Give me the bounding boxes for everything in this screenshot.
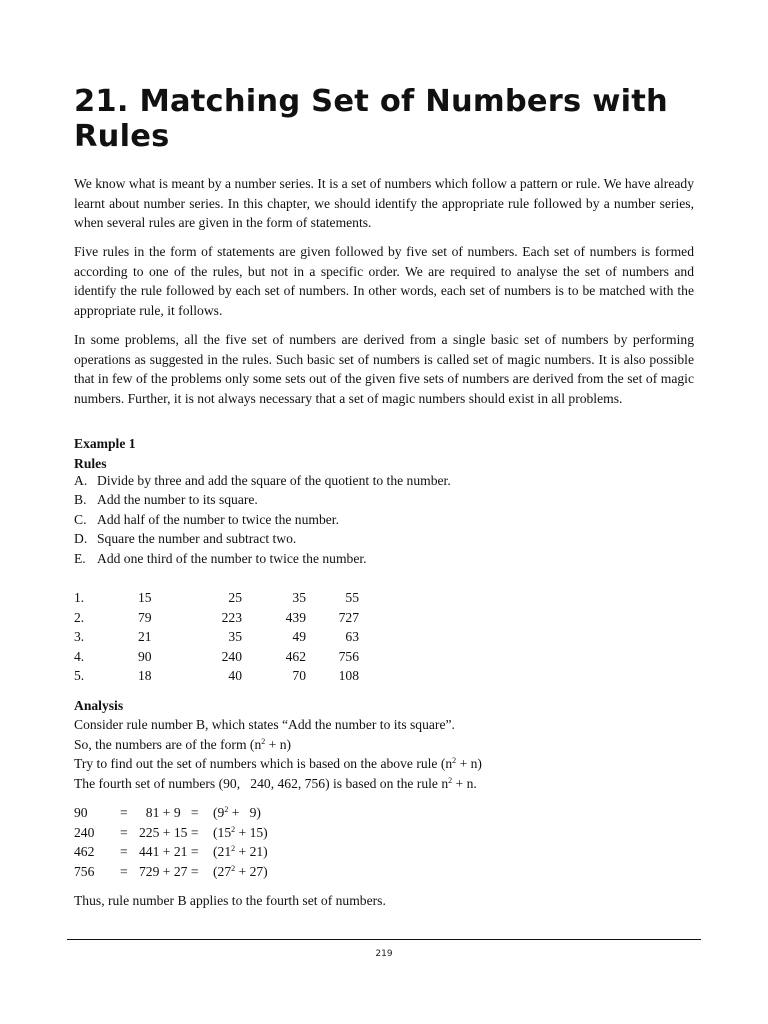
intro-paragraph-1: We know what is meant by a number series. It is a set of numbers which follow a pattern or rule. We have already learnt about number series. In this chapter, we should identify the appropriate rule followed by a number series, when several rules are given in the form of statements. [74, 176, 694, 230]
calc-number: 240 [74, 824, 95, 840]
rule-letter: E. [74, 551, 86, 566]
set-value: 108 [338, 668, 359, 683]
table-row [74, 608, 359, 628]
chapter-title: 21. Matching Set of Numbers with Rules [74, 84, 668, 154]
calc-sum [139, 803, 213, 823]
rule-item [74, 549, 367, 569]
calc-sum: 441 + 21 = [139, 844, 199, 859]
calc-square [213, 862, 268, 882]
table-row [74, 842, 268, 862]
analysis-heading: Analysis [74, 698, 124, 713]
table-row [74, 803, 268, 823]
set-value: 55 [345, 590, 359, 605]
superscript: 2 [231, 863, 236, 873]
analysis-text: Try to find out the set of numbers which is based on the above rule (n [74, 756, 453, 771]
rule-text: Add the number to its square. [97, 492, 258, 507]
analysis-line [74, 735, 291, 755]
rules-heading: Rules [74, 456, 107, 471]
calc-number: 90 [74, 805, 88, 820]
calc-equals: = [120, 863, 128, 879]
calculation-table [74, 803, 268, 881]
calc-base: (9 [213, 805, 225, 820]
conclusion-text: Thus, rule number B applies to the fourth set of numbers. [74, 893, 386, 908]
calc-base: (15 [213, 824, 232, 840]
rule-item [74, 529, 296, 549]
calc-tail: + 9) [228, 805, 261, 820]
set-value: 40 [228, 668, 242, 683]
footer-divider [67, 939, 701, 940]
rule-text: Square the number and subtract two. [97, 531, 297, 546]
calc-square [213, 823, 268, 843]
set-value: 63 [345, 629, 359, 644]
rule-item [74, 471, 451, 491]
analysis-line [74, 754, 482, 774]
calc-sum: 225 + 15 = [139, 824, 199, 840]
superscript: 2 [261, 737, 266, 746]
calc-equals: = [190, 805, 199, 820]
intro-paragraph-2: Five rules in the form of statements are given followed by five set of numbers. Each set of numbers is formed according to one of the rules, but not in a specific order. We are required to analyse the set of numbers and identify the rule followed by each set of numbers. In other words, each set of numbers is to be matched with the appropriate rule, it follows. [74, 244, 694, 318]
calc-number: 462 [74, 844, 95, 859]
analysis-text: So, the numbers are of the form (n [74, 737, 262, 752]
set-index: 5. [74, 668, 85, 683]
calc-equals: = [120, 824, 128, 840]
calc-tail: + 15) [235, 824, 268, 840]
analysis-text: + n. [452, 776, 477, 791]
example-heading: Example 1 [74, 436, 136, 451]
rule-item [74, 490, 258, 510]
table-row [74, 627, 359, 647]
calc-tail: + 27) [235, 863, 268, 879]
set-value: 756 [338, 648, 359, 664]
rule-item [74, 510, 339, 530]
analysis-line [74, 774, 477, 794]
calc-square [213, 842, 268, 862]
set-index: 1. [74, 590, 85, 605]
analysis-text: + n) [265, 737, 292, 752]
page-number: 219 [375, 949, 393, 959]
set-value: 727 [338, 609, 359, 625]
set-value: 240 [221, 648, 242, 664]
number-sets-table [74, 588, 359, 686]
set-value: 21 [138, 629, 152, 644]
set-value: 18 [138, 668, 152, 683]
rule-letter: A. [74, 473, 88, 488]
intro-paragraph-3: In some problems, all the five set of numbers are derived from a single basic set of numbers by performing operations as suggested in the rules. Such basic set of numbers is called set of magic numbers. It is also possible that in few of the problems only some sets out of the given five sets of numbers are derived from the set of magic numbers. Further, it is not always necessary that a set of magic numbers should exist in all problems. [74, 332, 694, 406]
superscript: 2 [224, 805, 229, 814]
calc-equals: = [120, 844, 128, 859]
rule-letter: C. [74, 512, 87, 527]
set-value: 439 [285, 609, 306, 625]
superscript: 2 [452, 756, 457, 765]
set-value: 462 [285, 648, 306, 664]
superscript: 2 [231, 824, 236, 834]
analysis-text: The fourth set of numbers (90, 240, 462, 756) is based on the rule n [74, 776, 449, 791]
table-row [74, 588, 359, 608]
table-row [74, 823, 268, 843]
calc-tail: + 21) [235, 844, 268, 859]
set-value: 35 [228, 629, 242, 644]
set-index: 2. [74, 609, 85, 625]
rule-text: Add one third of the number to twice the number. [97, 551, 367, 566]
table-row [74, 862, 268, 882]
set-value: 49 [292, 629, 306, 644]
analysis-text: + n) [456, 756, 482, 771]
table-row [74, 647, 359, 667]
calc-sum: 729 + 27 = [139, 863, 199, 879]
calc-equals: = [120, 805, 128, 820]
calc-number: 756 [74, 863, 95, 879]
set-value: 15 [138, 590, 152, 605]
calc-base: (27 [213, 863, 232, 879]
calc-square [213, 803, 268, 823]
rule-text: Divide by three and add the square of the quotient to the number. [97, 473, 451, 488]
set-value: 35 [292, 590, 306, 605]
table-row [74, 666, 359, 686]
set-value: 70 [292, 668, 306, 683]
set-value: 223 [221, 609, 242, 625]
calc-base: (21 [213, 844, 232, 859]
rule-letter: B. [74, 492, 87, 507]
rule-text: Add half of the number to twice the number. [97, 512, 339, 527]
set-value: 25 [228, 590, 242, 605]
analysis-line: Consider rule number B, which states “Add the number to its square”. [74, 717, 455, 732]
superscript: 2 [448, 776, 453, 785]
calc-sum-text: 81 + 9 [145, 805, 181, 820]
set-value: 79 [138, 609, 152, 625]
superscript: 2 [231, 844, 236, 853]
set-value: 90 [138, 648, 152, 664]
set-index: 3. [74, 629, 85, 644]
set-index: 4. [74, 648, 85, 664]
rule-letter: D. [74, 531, 88, 546]
